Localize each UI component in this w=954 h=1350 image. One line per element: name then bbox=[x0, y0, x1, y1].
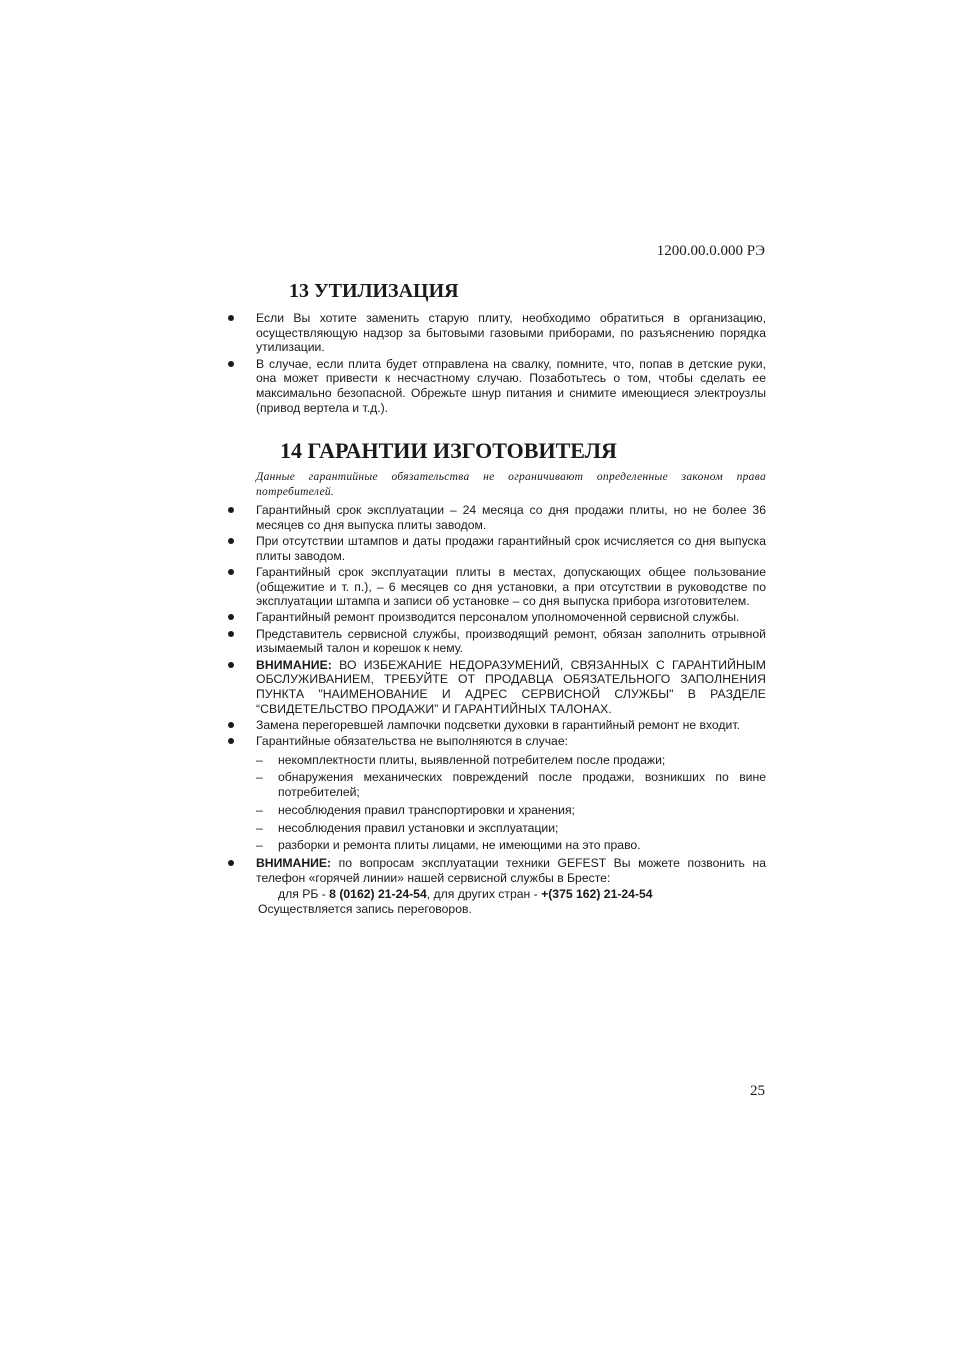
dash-marker: – bbox=[256, 820, 263, 835]
phone-international: +(375 162) 21-24-54 bbox=[541, 887, 653, 902]
warranty-note: Данные гарантийные обязательства не ограничивают определенные законом права потребителей. bbox=[256, 471, 766, 498]
dash-marker: – bbox=[256, 770, 263, 785]
bullet-icon bbox=[228, 538, 234, 544]
exclusion-item: – некомплектности плиты, выявленной потребителем после продажи; bbox=[256, 752, 666, 767]
section-14-title: 14 ГАРАНТИИ ИЗГОТОВИТЕЛЯ bbox=[280, 438, 617, 463]
page-number: 25 bbox=[750, 1083, 765, 1099]
phone-rb: 8 (0162) 21-24-54 bbox=[329, 887, 427, 902]
section-13-body bbox=[228, 311, 766, 417]
bullet-icon bbox=[228, 662, 234, 668]
exclusion-item: – несоблюдения правил установки и эксплуатации; bbox=[256, 820, 559, 835]
recording-notice: Осуществляется запись переговоров. bbox=[258, 902, 472, 917]
bullet-icon bbox=[228, 614, 234, 620]
list-item: В случае, если плита будет отправлена на свалку, помните, что, попав в детские руки, она может привести к несчастному случаю. Позаботьтесь о том, чтобы сделать ее максимально безопасной. Обрежьте шнур питания и снимите имеющиеся электроузлы (привод вертела и т.д.). bbox=[228, 357, 766, 416]
list-item: Если Вы хотите заменить старую плиту, необходимо обратиться в организацию, осуществляющую надзор за бытовыми газовыми приборами, по разъяснению порядка утилизации. bbox=[228, 311, 766, 355]
list-item: При отсутствии штампов и даты продажи гарантийный срок исчисляется со дня выпуска плиты заводом. bbox=[228, 534, 766, 563]
hotline-item: ВНИМАНИЕ: по вопросам эксплуатации техники GEFEST Вы можете позвонить на телефон «горячей линии» нашей сервисной службы в Бресте: для РБ - 8 (0162) 21-24-54, для других стран - +(375 162) 21-24-54 Осуществляется запись переговоров. bbox=[228, 856, 766, 917]
bullet-icon bbox=[228, 315, 234, 321]
dash-marker: – bbox=[256, 838, 263, 853]
exclusions-list bbox=[256, 753, 766, 853]
warning-item: ВНИМАНИЕ: ВО ИЗБЕЖАНИЕ НЕДОРАЗУМЕНИЙ, СВЯЗАННЫХ С ГАРАНТИЙНЫМ ОБСЛУЖИВАНИЕМ, ТРЕБУЙТЕ ОТ ПРОДАВЦА ОБЯЗАТЕЛЬНОГО ЗАПОЛНЕНИЯ ПУНКТА "НАИМЕНОВАНИЕ И АДРЕС СЕРВИСНОЙ СЛУЖБЫ" В РАЗДЕЛЕ “СВИДЕТЕЛЬСТВО ПРОДАЖИ” И ГАРАНТИЙНЫХ ТАЛОНАХ. bbox=[228, 658, 766, 717]
exclusion-item: – разборки и ремонта плиты лицами, не имеющими на это право. bbox=[256, 838, 641, 853]
warning-label: ВНИМАНИЕ: bbox=[256, 657, 332, 672]
dash-marker: – bbox=[256, 752, 263, 767]
exclusion-item: – обнаружения механических повреждений после продажи, возникших по вине потребителей; bbox=[256, 770, 766, 800]
exclusion-item: – несоблюдения правил транспортировки и хранения; bbox=[256, 802, 575, 817]
list-item: Гарантийный ремонт производится персоналом уполномоченной сервисной службы. bbox=[228, 610, 766, 625]
bullet-icon bbox=[228, 507, 234, 513]
bullet-icon bbox=[228, 631, 234, 637]
bullet-icon bbox=[228, 569, 234, 575]
list-item: Гарантийный срок эксплуатации – 24 месяца со дня продажи плиты, но не более 36 месяцев со дня выпуска плиты заводом. bbox=[228, 503, 766, 532]
list-item: Гарантийный срок эксплуатации плиты в местах, допускающих общее пользование (общежитие и т. п.), – 6 месяцев со дня установки, а при отсутствии в руководстве по эксплуатации штампа и записи об установке – со дня выпуска прибора изготовителем. bbox=[228, 565, 766, 609]
warning-label: ВНИМАНИЕ: bbox=[256, 855, 332, 870]
list-item: Представитель сервисной службы, производящий ремонт, обязан заполнить отрывной изымаемый талон и корешок к нему. bbox=[228, 627, 766, 656]
list-item: Гарантийные обязательства не выполняются в случае: – некомплектности плиты, выявленной потребителем после продажи; – обнаружения механических повреждений после продажи, возникших по вине потребителей; – несоблюдения правил транспортировки и хранения; – несоблюдения правил установки и эксплуатации; – разборки и ремонта плиты лицами, не имеющими на это право. bbox=[228, 734, 766, 853]
dash-marker: – bbox=[256, 802, 263, 817]
document-code: 1200.00.0.000 РЭ bbox=[656, 243, 765, 259]
section-14-list bbox=[228, 503, 766, 917]
section-13-title: 13 УТИЛИЗАЦИЯ bbox=[289, 280, 459, 302]
list-item: Замена перегоревшей лампочки подсветки духовки в гарантийный ремонт не входит. bbox=[228, 718, 766, 733]
section-14-body bbox=[228, 470, 766, 918]
bullet-icon bbox=[228, 361, 234, 367]
hotline-phones: для РБ - 8 (0162) 21-24-54, для других стран - +(375 162) 21-24-54 bbox=[278, 887, 653, 902]
bullet-icon bbox=[228, 860, 234, 866]
section-13-list bbox=[228, 311, 766, 415]
bullet-icon bbox=[228, 722, 234, 728]
bullet-icon bbox=[228, 738, 234, 744]
